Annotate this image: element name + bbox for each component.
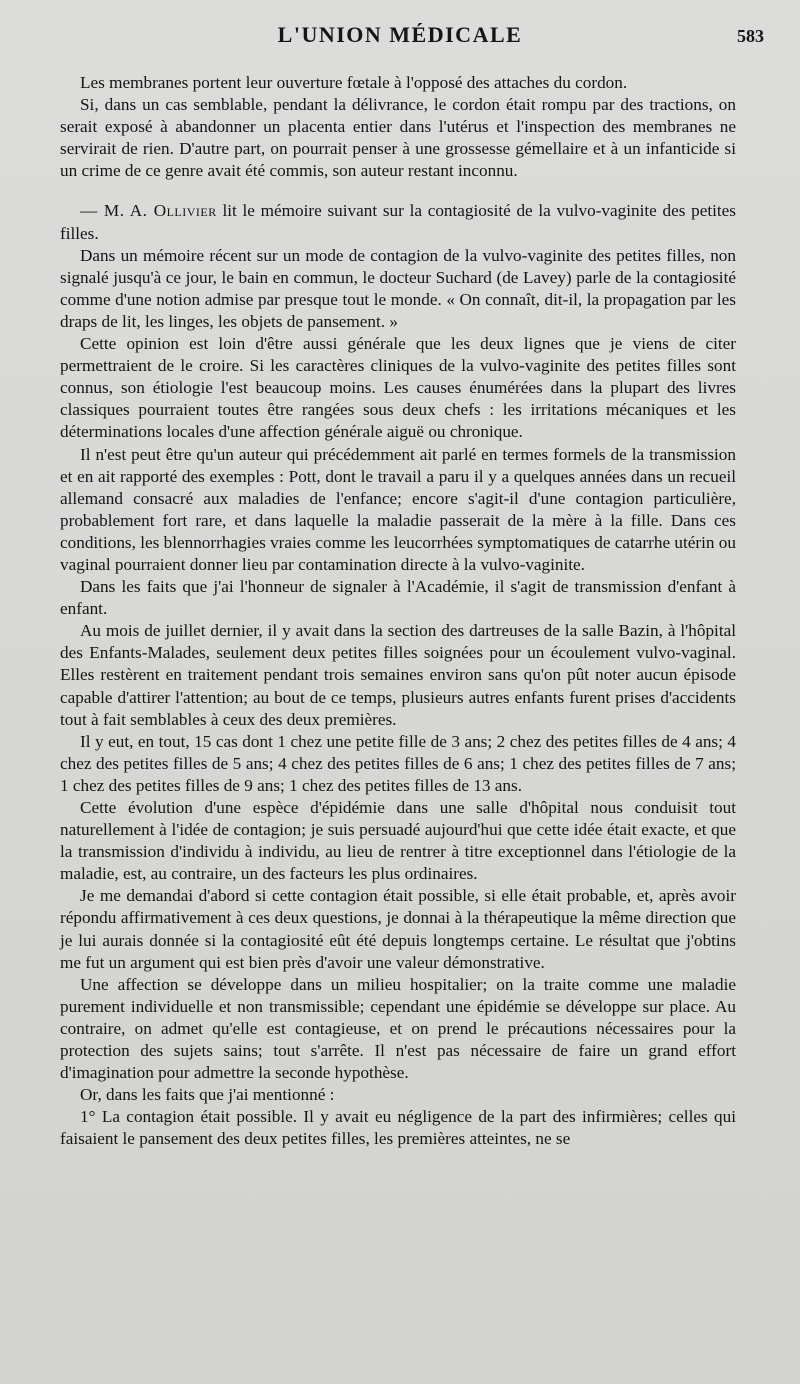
running-title: L'UNION MÉDICALE xyxy=(277,22,523,47)
paragraph: Cette évolution d'une espèce d'épidémie dans une salle d'hôpital nous conduisit tout naturellement à l'idée de contagion; je suis persuadé aujourd'hui que cette idée était exacte, et que la transmission d'individu à individu, au lieu de rentrer à titre exceptionnel dans l'étiologie de la maladie, est, au contraire, un des facteurs les plus ordinaires. xyxy=(60,798,736,884)
paragraph: Je me demandai d'abord si cette contagion était possible, si elle était probable, et, après avoir répondu affirmativement à ces deux questions, je donnai à la thérapeutique la même direction que je lui aurais donnée si la contagiosité eût été depuis longtemps certaine. Le résultat que j'obtins me fut un argument qui est bien près d'avoir une valeur démonstrative. xyxy=(60,886,736,972)
paragraph: Or, dans les faits que j'ai mentionné : xyxy=(80,1085,335,1105)
speaker-name: — M. A. Ollivier xyxy=(80,201,217,221)
paragraph: Si, dans un cas semblable, pendant la délivrance, le cordon était rompu par des tractions, on serait exposé à abandonner un placenta entier dans l'utérus et l'inspection des membranes ne servirait de rien. D'autre part, on pourrait penser à une grossesse gémellaire et à un infanticide si un crime de ce genre avait été commis, son auteur restant inconnu. xyxy=(60,95,736,181)
body-text xyxy=(60,72,736,1151)
paragraph: Au mois de juillet dernier, il y avait dans la section des dartreuses de la salle Bazin, à l'hôpital des Enfants-Malades, seulement deux petites filles soignées pour un écoulement vulvo-vaginal. Elles restèrent en traitement pendant trois semaines environ sans qu'on pût noter aucun épisode capable d'attirer l'attention; au bout de ce temps, plusieurs autres enfants furent prises d'accidents tout à fait semblables à ceux des deux premières. xyxy=(60,621,736,729)
paragraph: Dans un mémoire récent sur un mode de contagion de la vulvo-vaginite des petites filles, non signalé jusqu'à ce jour, le bain en commun, le docteur Suchard (de Lavey) parle de la contagiosité comme d'une notion admise par presque tout le monde. « On connaît, dit-il, la propagation par les draps de lit, les linges, les objets de pansement. » xyxy=(60,245,736,331)
paragraph: Il n'est peut être qu'un auteur qui précédemment ait parlé en termes formels de la transmission et en ait rapporté des exemples : Pott, dont le travail a paru il y a quelques années dans un recueil allemand consacré aux maladies de l'enfance; encore s'agit-il d'une contagion particulière, probablement fort rare, et dans laquelle la maladie passerait de la mère à la fille. Dans ces conditions, les blennorrhagies vraies comme les leucorrhées symptomatiques de catarrhe utérin ou vaginal pourraient donner lieu par contamination directe à la vulvo-vaginite. xyxy=(60,444,736,574)
section-heading xyxy=(60,200,736,244)
paragraph: Une affection se développe dans un milieu hospitalier; on la traite comme une maladie purement individuelle et non transmissible; cependant une épidémie se développe sur place. Au contraire, on admet qu'elle est contagieuse, et on prend le précautions nécessaires pour la protection des sujets sains; tout s'arrête. Il n'est pas nécessaire de faire un grand effort d'imagination pour admettre la seconde hypothèse. xyxy=(60,974,736,1083)
paragraph: Les membranes portent leur ouverture fœtale à l'opposé des attaches du cordon. xyxy=(80,73,628,92)
paragraph: Cette opinion est loin d'être aussi générale que les deux lignes que je viens de citer permettraient de le croire. Si les caractères cliniques de la vulvo-vaginite des petites filles sont connus, son étiologie l'est beaucoup moins. Les causes énumérées dans la plupart des livres classiques pourraient toutes être rangées sous deux chefs : les irritations mécaniques et les déterminations locales d'une affection générale aiguë ou chronique. xyxy=(60,334,736,442)
page-number: 583 xyxy=(737,26,764,46)
section-intro: lit le mémoire suivant sur la contagiosité de la vulvo-vaginite des petites filles. xyxy=(60,201,736,243)
page-header xyxy=(0,22,800,58)
paragraph: Dans les faits que j'ai l'honneur de signaler à l'Académie, il s'agit de transmission d'enfant à enfant. xyxy=(60,577,736,619)
paragraph: 1° La contagion était possible. Il y avait eu négligence de la part des infirmières; celles qui faisaient le pansement des deux petites filles, les premières atteintes, ne se xyxy=(60,1107,736,1149)
paragraph: Il y eut, en tout, 15 cas dont 1 chez une petite fille de 3 ans; 2 chez des petites filles de 4 ans; 4 chez des petites filles de 5 ans; 4 chez des petites filles de 6 ans; 1 chez des petites filles de 7 ans; 1 chez des petites filles de 9 ans; 1 chez des petites filles de 13 ans. xyxy=(60,731,736,795)
